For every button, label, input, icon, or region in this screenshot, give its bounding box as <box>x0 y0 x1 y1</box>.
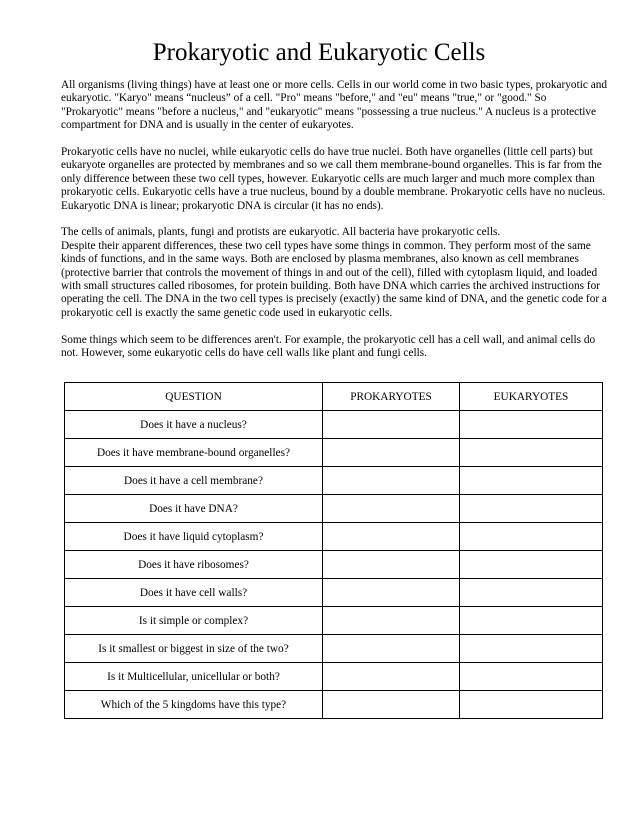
table-row <box>65 495 603 523</box>
table-row <box>65 467 603 495</box>
eukaryotes-answer-cell[interactable] <box>460 495 603 523</box>
header-question: QUESTION <box>65 383 323 411</box>
table-row <box>65 663 603 691</box>
prokaryotes-answer-cell[interactable] <box>323 523 460 551</box>
question-cell: Does it have membrane-bound organelles? <box>65 439 323 467</box>
prokaryotes-answer-cell[interactable] <box>323 635 460 663</box>
table-row <box>65 691 603 719</box>
prokaryotes-answer-cell[interactable] <box>323 579 460 607</box>
header-prokaryotes: PROKARYOTES <box>323 383 460 411</box>
table-row <box>65 523 603 551</box>
question-cell: Is it simple or complex? <box>65 607 323 635</box>
prokaryotes-answer-cell[interactable] <box>323 607 460 635</box>
comparison-table <box>64 382 603 719</box>
question-cell: Does it have DNA? <box>65 495 323 523</box>
question-cell: Does it have cell walls? <box>65 579 323 607</box>
page-title: Prokaryotic and Eukaryotic Cells <box>152 39 486 66</box>
paragraph-similarities: Despite their apparent differences, these two cell types have some things in common. They perform most of the same kinds of functions, and in the same ways. Both are enclosed by plasma membranes, also known as cell membranes (protective barrier that controls the movement of things in and out of the cell), filled with cytoplasm liquid, and loaded with small structures called ribosomes, for protein building. Both have DNA which carries the archived instructions for operating the cell. The DNA in the two cell types is precisely (exactly) the same kind of DNA, and the genetic code for a prokaryotic cell is exactly the same genetic code used in eukaryotic cells. <box>61 239 607 319</box>
table-row <box>65 607 603 635</box>
paragraph-differences: Prokaryotic cells have no nuclei, while eukaryotic cells do have true nuclei. Both have organelles (little cell parts) but eukaryote organelles are protected by membranes and so we call them membrane-bound organelles. This is far from the only difference between these two cell types, however. Eukaryotic cells are much larger and much more complex than prokaryotic cells. Eukaryotic cells have a true nucleus, bound by a double membrane. Prokaryotic cells have no nucleus. Eukaryotic DNA is linear; prokaryotic DNA is circular (it has no ends). <box>61 146 606 212</box>
prokaryotes-answer-cell[interactable] <box>323 467 460 495</box>
question-cell: Is it smallest or biggest in size of the two? <box>65 635 323 663</box>
paragraph-intro: All organisms (living things) have at least one or more cells. Cells in our world come in two basic types, prokaryotic and eukaryotic. "Karyo" means “nucleus” of a cell. "Pro" means "before," and "eu" means "true," or "good." So "Prokaryotic" means "before a nucleus," and "eukaryotic" means "possessing a true nucleus." A nucleus is a protective compartment for DNA and is usually in the center of eukaryotes. <box>61 79 608 132</box>
question-cell: Does it have ribosomes? <box>65 551 323 579</box>
table-row <box>65 551 603 579</box>
intro-text <box>61 79 607 374</box>
prokaryotes-answer-cell[interactable] <box>323 411 460 439</box>
prokaryotes-answer-cell[interactable] <box>323 439 460 467</box>
prokaryotes-answer-cell[interactable] <box>323 691 460 719</box>
eukaryotes-answer-cell[interactable] <box>460 663 603 691</box>
prokaryotes-answer-cell[interactable] <box>323 495 460 523</box>
question-cell: Does it have liquid cytoplasm? <box>65 523 323 551</box>
eukaryotes-answer-cell[interactable] <box>460 551 603 579</box>
paragraph-examples: The cells of animals, plants, fungi and protists are eukaryotic. All bacteria have prokaryotic cells. <box>61 226 501 239</box>
table-row <box>65 635 603 663</box>
prokaryotes-answer-cell[interactable] <box>323 551 460 579</box>
eukaryotes-answer-cell[interactable] <box>460 411 603 439</box>
header-eukaryotes: EUKARYOTES <box>460 383 603 411</box>
table-row <box>65 411 603 439</box>
eukaryotes-answer-cell[interactable] <box>460 635 603 663</box>
table-row <box>65 439 603 467</box>
eukaryotes-answer-cell[interactable] <box>460 691 603 719</box>
paragraph-cell-walls: Some things which seem to be differences aren't. For example, the prokaryotic cell has a cell wall, and animal cells do not. However, some eukaryotic cells do have cell walls like plant and fungi cells. <box>61 333 596 360</box>
eukaryotes-answer-cell[interactable] <box>460 579 603 607</box>
question-cell: Is it Multicellular, unicellular or both? <box>65 663 323 691</box>
question-cell: Does it have a nucleus? <box>65 411 323 439</box>
eukaryotes-answer-cell[interactable] <box>460 467 603 495</box>
prokaryotes-answer-cell[interactable] <box>323 663 460 691</box>
table-header-row <box>65 383 603 411</box>
eukaryotes-answer-cell[interactable] <box>460 439 603 467</box>
eukaryotes-answer-cell[interactable] <box>460 523 603 551</box>
question-cell: Does it have a cell membrane? <box>65 467 323 495</box>
question-cell: Which of the 5 kingdoms have this type? <box>65 691 323 719</box>
table-row <box>65 579 603 607</box>
eukaryotes-answer-cell[interactable] <box>460 607 603 635</box>
